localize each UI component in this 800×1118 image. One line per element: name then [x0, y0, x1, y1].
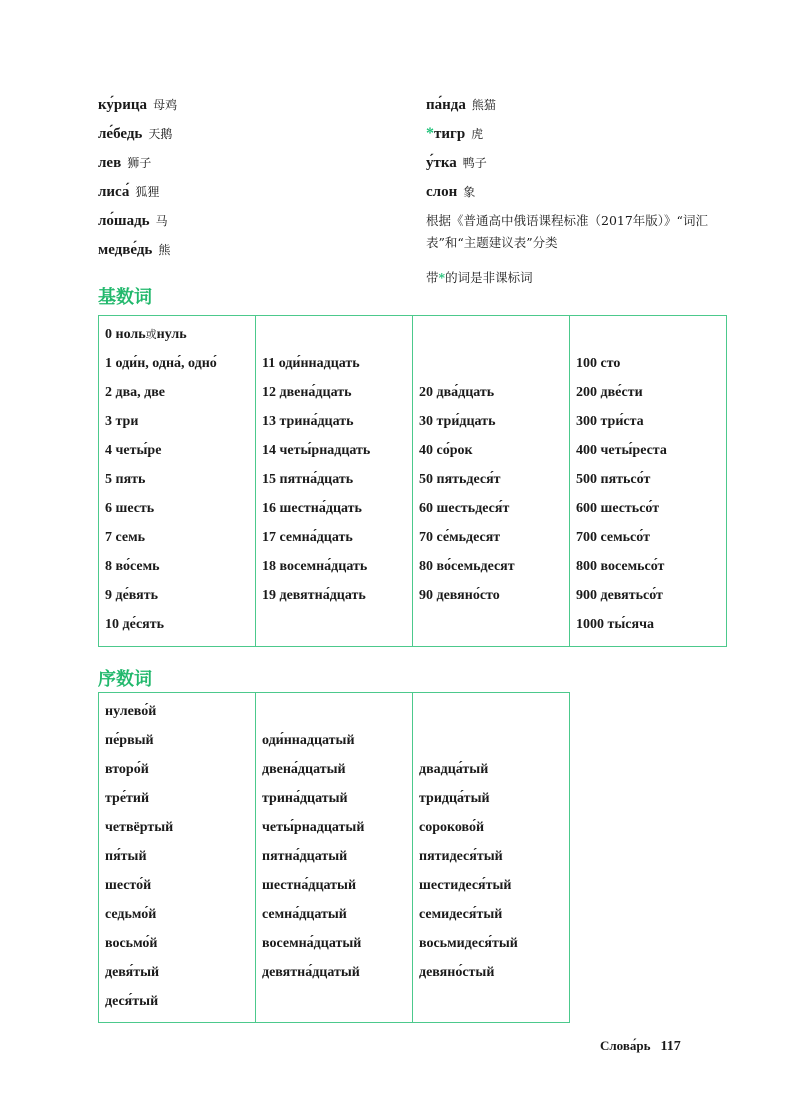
vocab-item — [426, 177, 726, 206]
word: сто — [600, 356, 621, 371]
vocab-word: ло́шадь — [98, 213, 150, 229]
word: ноль — [115, 327, 146, 342]
word: два, две — [115, 385, 165, 400]
ordinal-section-title: 序数词 — [98, 669, 152, 690]
vocab-translation: 母鸡 — [153, 98, 178, 112]
cardinal-column-4 — [570, 316, 727, 647]
vocab-word: у́тка — [426, 155, 457, 171]
list-item — [262, 436, 412, 465]
legend-suffix: 的词是非课标词 — [445, 270, 533, 285]
list-item: шестна́дцатый — [262, 878, 357, 893]
list-item: второ́й — [105, 762, 149, 777]
list-item — [576, 465, 726, 494]
word: де́вять — [115, 588, 159, 603]
list-item: восемна́дцатый — [262, 936, 362, 951]
number: 600 — [576, 501, 597, 516]
vocab-word: тигр — [434, 126, 466, 142]
number: 16 — [262, 501, 276, 516]
list-item — [105, 349, 255, 378]
number: 18 — [262, 559, 276, 574]
word: четы́рнадцать — [279, 443, 371, 458]
vocab-column-right — [426, 90, 726, 286]
number: 40 — [419, 443, 433, 458]
list-item — [105, 320, 255, 349]
vocab-item — [426, 90, 726, 119]
number: 400 — [576, 443, 597, 458]
star-legend — [426, 268, 726, 286]
vocab-item — [426, 119, 726, 148]
cardinal-numbers-table — [98, 315, 727, 647]
list-item — [105, 610, 255, 639]
vocab-translation: 狮子 — [127, 156, 152, 170]
number: 200 — [576, 385, 597, 400]
ordinal-column-1 — [99, 693, 256, 1023]
word: девятьсо́т — [600, 588, 663, 603]
number: 11 — [262, 356, 276, 371]
number: 20 — [419, 385, 433, 400]
list-item: нулево́й — [105, 704, 157, 719]
list-item — [262, 523, 412, 552]
list-item: семна́дцатый — [262, 907, 347, 922]
word: два́дцать — [436, 385, 495, 400]
number: 1 — [105, 356, 112, 371]
vocab-word: па́нда — [426, 97, 466, 113]
non-curriculum-star: * — [426, 125, 434, 142]
footer-label: Слова́рь — [600, 1038, 651, 1053]
list-item — [105, 581, 255, 610]
number: 60 — [419, 501, 433, 516]
number: 900 — [576, 588, 597, 603]
vocab-translation: 狐狸 — [135, 185, 160, 199]
ordinal-numbers-table — [98, 692, 570, 1023]
word: четы́ре — [115, 443, 162, 458]
list-item — [105, 552, 255, 581]
cardinal-section-title: 基数词 — [98, 287, 152, 308]
list-item: восьмо́й — [105, 936, 158, 951]
number: 0 — [105, 327, 112, 342]
list-item — [419, 436, 569, 465]
alt-word: нуль — [156, 327, 187, 342]
word: пять — [115, 472, 146, 487]
list-item — [105, 407, 255, 436]
word: шестьсо́т — [600, 501, 660, 516]
list-item — [262, 465, 412, 494]
number: 1000 — [576, 617, 604, 632]
cardinal-column-2 — [256, 316, 413, 647]
number: 19 — [262, 588, 276, 603]
vocab-item — [98, 148, 177, 177]
word: шестьдеся́т — [436, 501, 510, 516]
list-item — [262, 581, 412, 610]
word: де́сять — [122, 617, 165, 632]
word: семна́дцать — [279, 530, 353, 545]
list-item — [576, 581, 726, 610]
list-item: седьмо́й — [105, 907, 157, 922]
list-item: сороково́й — [419, 820, 485, 835]
list-item — [105, 494, 255, 523]
number: 12 — [262, 385, 276, 400]
number: 6 — [105, 501, 112, 516]
list-item: оди́ннадцатый — [262, 733, 355, 748]
list-item: деся́тый — [105, 994, 159, 1009]
list-item — [419, 523, 569, 552]
list-item — [105, 465, 255, 494]
list-item — [576, 552, 726, 581]
number: 800 — [576, 559, 597, 574]
number: 13 — [262, 414, 276, 429]
word: две́сти — [600, 385, 643, 400]
vocab-column-left — [98, 90, 177, 264]
number: 500 — [576, 472, 597, 487]
list-item — [105, 378, 255, 407]
word: девятна́дцать — [279, 588, 366, 603]
word: во́семьдесят — [436, 559, 515, 574]
list-item: четы́рнадцатый — [262, 820, 365, 835]
list-item: тридца́тый — [419, 791, 490, 806]
number: 14 — [262, 443, 276, 458]
cardinal-column-1 — [99, 316, 256, 647]
vocab-item — [98, 119, 177, 148]
number: 50 — [419, 472, 433, 487]
list-item: девяно́стый — [419, 965, 495, 980]
list-item: пятидеся́тый — [419, 849, 503, 864]
list-item — [576, 436, 726, 465]
number: 15 — [262, 472, 276, 487]
list-item: девятна́дцатый — [262, 965, 360, 980]
list-item: двадца́тый — [419, 762, 489, 777]
list-item: семидеся́тый — [419, 907, 503, 922]
list-item — [576, 378, 726, 407]
ordinal-column-2 — [256, 693, 413, 1023]
vocab-item — [98, 90, 177, 119]
word: шестна́дцать — [279, 501, 362, 516]
word: со́рок — [436, 443, 473, 458]
vocab-item — [426, 148, 726, 177]
word: пятьсо́т — [600, 472, 651, 487]
number: 2 — [105, 385, 112, 400]
word: три — [115, 414, 139, 429]
list-item: пе́рвый — [105, 733, 154, 748]
word: три́дцать — [436, 414, 496, 429]
number: 9 — [105, 588, 112, 603]
number: 30 — [419, 414, 433, 429]
word: семь — [115, 530, 146, 545]
word: се́мьдесят — [436, 530, 501, 545]
word: четы́реста — [600, 443, 667, 458]
vocab-translation: 象 — [463, 185, 476, 199]
list-item — [419, 494, 569, 523]
legend-star: * — [438, 270, 446, 285]
list-item — [262, 378, 412, 407]
vocab-translation: 马 — [155, 214, 168, 228]
word: оди́н, одна́, одно́ — [115, 356, 217, 371]
vocab-translation: 鸭子 — [462, 156, 487, 170]
or-label: 或 — [145, 328, 157, 341]
word: пятна́дцать — [279, 472, 354, 487]
vocab-word: ку́рица — [98, 97, 148, 113]
number: 300 — [576, 414, 597, 429]
number: 17 — [262, 530, 276, 545]
list-item: четвёртый — [105, 820, 174, 835]
list-item: пятна́дцатый — [262, 849, 348, 864]
list-item — [419, 552, 569, 581]
page-footer — [600, 1038, 681, 1055]
list-item — [262, 552, 412, 581]
list-item: шестидеся́тый — [419, 878, 512, 893]
vocab-word: слон — [426, 184, 458, 200]
legend-prefix: 带 — [426, 270, 439, 285]
number: 70 — [419, 530, 433, 545]
list-item — [576, 610, 726, 639]
vocab-word: лев — [98, 155, 122, 171]
number: 700 — [576, 530, 597, 545]
list-item: тре́тий — [105, 791, 150, 806]
list-item — [262, 407, 412, 436]
word: оди́ннадцать — [278, 356, 360, 371]
list-item — [419, 581, 569, 610]
list-item: пя́тый — [105, 849, 147, 864]
word: девяно́сто — [436, 588, 500, 603]
page-number: 117 — [660, 1039, 681, 1054]
number: 80 — [419, 559, 433, 574]
list-item — [576, 494, 726, 523]
word: трина́дцать — [279, 414, 354, 429]
list-item — [576, 523, 726, 552]
word: восемна́дцать — [279, 559, 368, 574]
list-item — [576, 349, 726, 378]
number: 100 — [576, 356, 597, 371]
number: 8 — [105, 559, 112, 574]
list-item — [419, 407, 569, 436]
vocab-translation: 熊 — [158, 243, 171, 257]
list-item: девя́тый — [105, 965, 160, 980]
vocab-translation: 天鹅 — [148, 127, 173, 141]
number: 5 — [105, 472, 112, 487]
vocab-item — [98, 206, 177, 235]
number: 90 — [419, 588, 433, 603]
vocab-word: ле́бедь — [98, 126, 143, 142]
number: 10 — [105, 617, 119, 632]
list-item: двена́дцатый — [262, 762, 346, 777]
list-item: шесто́й — [105, 878, 152, 893]
number: 3 — [105, 414, 112, 429]
number: 4 — [105, 443, 112, 458]
word: во́семь — [115, 559, 160, 574]
number: 7 — [105, 530, 112, 545]
list-item — [105, 436, 255, 465]
vocab-translation: 虎 — [471, 127, 484, 141]
word: три́ста — [600, 414, 644, 429]
vocab-item — [98, 235, 177, 264]
animal-vocabulary — [98, 90, 718, 285]
vocab-translation: 熊猫 — [471, 98, 496, 112]
word: семьсо́т — [600, 530, 650, 545]
ordinal-column-3 — [413, 693, 570, 1023]
list-item: трина́дцатый — [262, 791, 348, 806]
list-item — [262, 349, 412, 378]
classification-note: 根据《普通高中俄语课程标准（2017年版）》“词汇表”和“主题建议表”分类 — [426, 213, 708, 250]
cardinal-column-3 — [413, 316, 570, 647]
vocab-word: медве́дь — [98, 242, 153, 258]
list-item — [419, 465, 569, 494]
list-item — [105, 523, 255, 552]
list-item — [576, 407, 726, 436]
list-item — [419, 378, 569, 407]
word: двена́дцать — [279, 385, 352, 400]
word: пятьдеся́т — [436, 472, 501, 487]
list-item — [262, 494, 412, 523]
word: шесть — [115, 501, 155, 516]
list-item: восьмидеся́тый — [419, 936, 518, 951]
word: ты́сяча — [607, 617, 654, 632]
vocab-item — [98, 177, 177, 206]
word: восемьсо́т — [600, 559, 665, 574]
vocab-word: лиса́ — [98, 184, 130, 200]
